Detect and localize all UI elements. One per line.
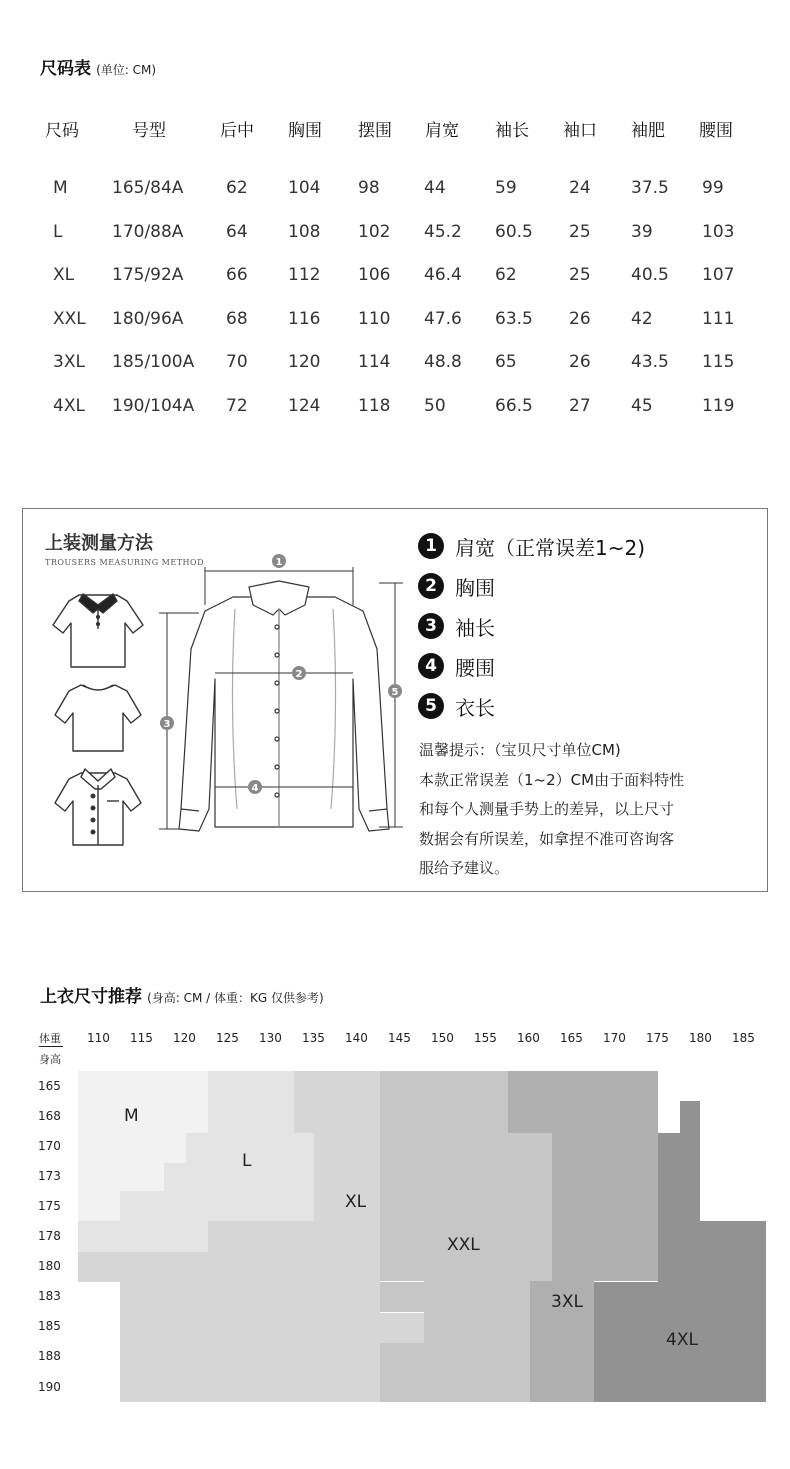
size-table-cell: 4XL xyxy=(53,395,85,416)
height-tick: 178 xyxy=(38,1229,61,1243)
size-table-cell: 72 xyxy=(226,395,248,416)
size-table-cell: 48.8 xyxy=(424,352,462,372)
size-table-cell: 118 xyxy=(358,395,391,416)
size-table-cell: 124 xyxy=(288,395,321,416)
size-table-cell: 44 xyxy=(424,178,446,198)
size-region-3xl xyxy=(508,1071,658,1133)
height-tick: 168 xyxy=(38,1109,61,1123)
size-table-header-0: 尺码 xyxy=(45,121,79,141)
size-label: XL xyxy=(345,1192,367,1212)
legend-number-badge: 4 xyxy=(418,653,444,679)
size-table-cell: 3XL xyxy=(53,352,85,372)
size-table-cell: 39 xyxy=(631,221,653,242)
marker-1: 1 xyxy=(275,557,283,568)
size-table-cell: 26 xyxy=(569,308,591,329)
size-table-cell: 112 xyxy=(288,265,321,285)
size-table-cell: 27 xyxy=(569,395,591,416)
weight-tick: 175 xyxy=(646,1031,669,1045)
size-label: 3XL xyxy=(551,1292,583,1312)
size-table-cell: 99 xyxy=(702,178,724,198)
size-region-xxl xyxy=(380,1071,510,1133)
note-line: 数据会有所误差，如拿捏不准可咨询客 xyxy=(419,829,675,848)
size-table-cell: 50 xyxy=(424,395,446,416)
size-table-cell: 64 xyxy=(226,221,248,242)
legend-number-badge: 3 xyxy=(418,613,444,639)
measuring-title: 上装测量方法 xyxy=(45,533,153,554)
size-table-cell: 110 xyxy=(358,308,391,329)
size-table-cell: 45 xyxy=(631,395,653,416)
recommend-subtitle: (身高: CM / 体重：KG 仅供参考) xyxy=(147,991,324,1005)
size-table-cell: 102 xyxy=(358,221,391,242)
size-region-l xyxy=(208,1071,294,1133)
size-table-cell: 116 xyxy=(288,308,321,329)
size-table-cell: 170/88A xyxy=(112,221,184,242)
size-table-cell: M xyxy=(53,178,68,198)
size-region-3xl xyxy=(552,1133,658,1281)
note-line: 温馨提示：（宝贝尺寸单位CM) xyxy=(419,741,621,759)
size-table-cell: 25 xyxy=(569,265,591,285)
height-tick: 175 xyxy=(38,1199,61,1213)
size-table-cell: 43.5 xyxy=(631,352,669,372)
legend-label: 袖长 xyxy=(455,616,495,640)
size-table-cell: 47.6 xyxy=(424,308,462,329)
size-table-cell: 103 xyxy=(702,221,735,242)
size-table-cell: 62 xyxy=(495,265,517,285)
weight-tick: 180 xyxy=(689,1031,712,1045)
weight-tick: 150 xyxy=(431,1031,454,1045)
size-region-shade xyxy=(424,1281,530,1343)
legend-label: 腰围 xyxy=(455,656,495,680)
size-region-xl xyxy=(78,1252,380,1282)
weight-tick: 170 xyxy=(603,1031,626,1045)
legend-label: 胸围 xyxy=(455,576,495,600)
size-table-title: 尺码表 xyxy=(40,59,91,79)
size-table-header-5: 肩宽 xyxy=(425,121,459,141)
legend-number-badge: 5 xyxy=(418,693,444,719)
weight-tick: 155 xyxy=(474,1031,497,1045)
size-table-cell: 66 xyxy=(226,265,248,285)
size-region-xxl xyxy=(380,1343,424,1402)
size-table-header-1: 号型 xyxy=(132,121,166,141)
weight-tick: 145 xyxy=(388,1031,411,1045)
note-line: 本款正常误差（1~2）CM由于面料特性 xyxy=(419,770,685,789)
size-table-cell: 180/96A xyxy=(112,308,184,329)
marker-4: 4 xyxy=(251,783,259,794)
marker-2: 2 xyxy=(295,669,303,680)
size-table-cell: 108 xyxy=(288,221,321,242)
size-table-header-8: 袖肥 xyxy=(631,121,665,141)
size-table-header-4: 摆围 xyxy=(358,121,392,141)
size-table-cell: 26 xyxy=(569,352,591,372)
size-table-cell: 107 xyxy=(702,265,735,285)
weight-tick: 115 xyxy=(130,1031,153,1045)
note-line: 服给予建议。 xyxy=(419,859,510,877)
corner-weight-label: 体重 xyxy=(39,1032,61,1045)
weight-tick: 165 xyxy=(560,1031,583,1045)
size-table-cell: 25 xyxy=(569,221,591,242)
size-table-header-7: 袖口 xyxy=(563,121,597,141)
marker-3: 3 xyxy=(163,719,171,730)
size-table-cell: 59 xyxy=(495,178,517,198)
size-region-4xl xyxy=(658,1133,700,1282)
height-tick: 183 xyxy=(38,1289,61,1303)
size-table-cell: 45.2 xyxy=(424,221,462,242)
size-table-cell: 46.4 xyxy=(424,265,462,285)
legend-label: 衣长 xyxy=(455,696,495,720)
size-table-cell: 42 xyxy=(631,308,653,329)
weight-tick: 130 xyxy=(259,1031,282,1045)
size-table-header-6: 袖长 xyxy=(495,121,529,141)
size-table-cell: XL xyxy=(53,265,75,285)
size-table-cell: 119 xyxy=(702,395,735,416)
weight-tick: 185 xyxy=(732,1031,755,1045)
marker-5: 5 xyxy=(391,687,399,698)
size-region-xxl xyxy=(380,1133,552,1281)
size-table-header-3: 胸围 xyxy=(288,121,322,141)
legend-number-badge: 2 xyxy=(418,573,444,599)
size-table-cell: XXL xyxy=(53,308,86,329)
size-table-header-9: 腰围 xyxy=(699,121,733,141)
size-table-cell: 120 xyxy=(288,352,321,372)
size-region-4xl xyxy=(680,1101,700,1133)
legend-number-badge: 1 xyxy=(418,533,444,559)
height-tick: 185 xyxy=(38,1319,61,1333)
size-table-cell: 37.5 xyxy=(631,178,669,198)
size-table-cell: 70 xyxy=(226,352,248,372)
size-table-cell: 68 xyxy=(226,308,248,329)
size-label: M xyxy=(124,1106,139,1126)
height-tick: 188 xyxy=(38,1349,61,1363)
size-table-cell: 65 xyxy=(495,352,517,372)
size-region-xxl xyxy=(424,1343,530,1402)
weight-tick: 120 xyxy=(173,1031,196,1045)
size-table-cell: 165/84A xyxy=(112,178,184,198)
size-table-cell: 66.5 xyxy=(495,395,533,416)
weight-tick: 135 xyxy=(302,1031,325,1045)
weight-tick: 125 xyxy=(216,1031,239,1045)
size-table-cell: 190/104A xyxy=(112,395,195,416)
size-region-xl xyxy=(208,1221,380,1252)
size-label: L xyxy=(242,1151,252,1171)
height-tick: 180 xyxy=(38,1259,61,1273)
height-tick: 165 xyxy=(38,1079,61,1093)
size-table-cell: 111 xyxy=(702,308,735,329)
measuring-subtitle: TROUSERS MEASURING METHOD xyxy=(45,558,204,567)
size-region-xl xyxy=(164,1370,380,1402)
size-label: 4XL xyxy=(666,1330,698,1350)
size-table-cell: 24 xyxy=(569,178,591,198)
height-tick: 190 xyxy=(38,1380,61,1394)
size-table-cell: 104 xyxy=(288,178,321,198)
size-label: XXL xyxy=(447,1235,480,1255)
size-region-shade xyxy=(358,1313,424,1343)
weight-tick: 160 xyxy=(517,1031,540,1045)
weight-tick: 140 xyxy=(345,1031,368,1045)
recommend-title: 上衣尺寸推荐 xyxy=(40,987,142,1007)
note-line: 和每个人测量手势上的差异，以上尺寸 xyxy=(419,800,675,818)
size-table-cell: 98 xyxy=(358,178,380,198)
size-region-xl xyxy=(294,1071,380,1133)
size-table-cell: 115 xyxy=(702,352,735,372)
height-tick: 170 xyxy=(38,1139,61,1153)
size-table-cell: L xyxy=(53,221,63,242)
size-table-cell: 60.5 xyxy=(495,221,533,242)
size-table-header-2: 后中 xyxy=(220,121,254,141)
size-table-cell: 114 xyxy=(358,352,391,372)
legend-label: 肩宽（正常误差1~2) xyxy=(455,536,646,560)
size-region-4xl xyxy=(700,1221,766,1282)
height-tick: 173 xyxy=(38,1169,61,1183)
size-region-l xyxy=(78,1221,208,1252)
size-table-cell: 185/100A xyxy=(112,352,195,372)
size-table-cell: 62 xyxy=(226,178,248,198)
size-table-unit: (单位: CM) xyxy=(96,63,157,77)
corner-height-label: 身高 xyxy=(39,1053,61,1066)
weight-tick: 110 xyxy=(87,1031,110,1045)
size-region-l xyxy=(120,1191,314,1221)
size-table-cell: 175/92A xyxy=(112,265,184,285)
size-table-cell: 106 xyxy=(358,265,391,285)
size-table-cell: 63.5 xyxy=(495,308,533,329)
size-table-cell: 40.5 xyxy=(631,265,669,285)
size-region-m xyxy=(78,1191,120,1221)
